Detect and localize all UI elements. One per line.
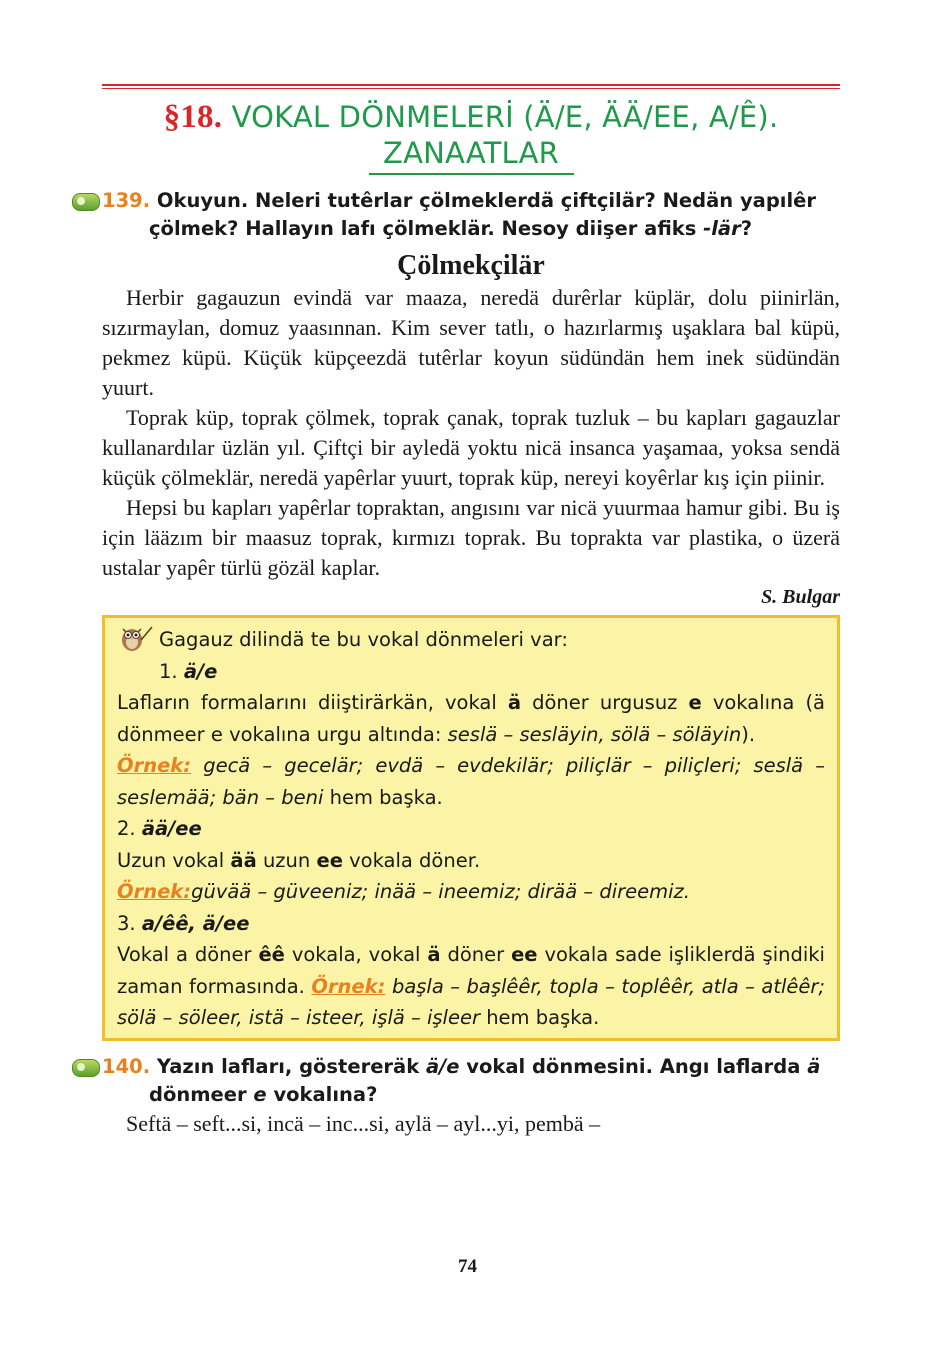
rule-2-text: Uzun vokal ää uzun ee vokala döner. xyxy=(117,848,481,872)
story-paragraph: Herbir gagauzun evindä var maaza, neredä durêrlar küplär, dolu piinirlän, sızırmaylan, domuz yaasınnan. Kim sever tatlı, o hazırlarmış uşaklara bal küpü, pekmez küpü. Küçük küpçeezdä tutêrlar koyun südündän hem inek südündän yuurt. xyxy=(102,285,840,400)
header-rule-thin xyxy=(102,88,840,89)
story-paragraph: Hepsi bu kapları yapêrlar topraktan, angısını var nicä yuurmaa hamur gibi. Bu iş için lääzım bir maasuz toprak, kırmızı toprak. Bu toprakta var plastika, o üzerä ustalar yapêr türlü gözäl kaplar. xyxy=(102,495,840,580)
title-line2: ZANAATLAR xyxy=(383,136,559,170)
exercise-139 xyxy=(102,187,840,243)
story-title: Çölmekçilär xyxy=(397,250,545,281)
exercise-line1: Okuyun. Neleri tutêrlar çölmeklerdä çiftçilär? Nedän yapılêr xyxy=(156,189,816,212)
page-number: 74 xyxy=(458,1256,477,1277)
rule-2-examples: Örnek:güvää – güveeniz; inää – ineemiz; dirää – direemiz. xyxy=(117,880,690,903)
example-label: Örnek: xyxy=(117,754,192,777)
rule-3-text: Vokal a döner êê vokala, vokal ä döner ee vokala sade işliklerdä şindiki zaman formasında. Örnek: başla – başlêêr, topla – toplêêr, atla – atlêêr; sölä – söleer, istä – isteer, işlä – işleer hem başka. xyxy=(117,943,825,1029)
header-rule xyxy=(102,84,840,86)
rule-1-examples: Örnek: gecä – gecelär; evdä – evdekilär; piliçlär – piliçleri; seslä – seslemää; bän – beni hem başka. xyxy=(117,754,825,809)
story-paragraph: Toprak küp, toprak çölmek, toprak çanak, toprak tuzluk – bu kapları gagauzlar kullanardılar üzlän yıl. Çiftçi bir ayledä yoktu nicä insanca yaşamaa, yoksa sendä küçük çölmeklär, neredä yapêrlar yuurt, toprak küp, nereyi koyêrlar kış için piinir. xyxy=(102,405,840,490)
exercise-line2: dönmeer e vokalına? xyxy=(149,1082,378,1106)
exercise-number: 140. xyxy=(102,1054,151,1078)
page xyxy=(102,84,840,1139)
section-title xyxy=(102,99,840,171)
example-label: Örnek: xyxy=(117,880,192,903)
section-mark: §18. xyxy=(163,99,223,135)
story-author: S. Bulgar xyxy=(761,586,840,608)
title-line1: VOKAL DÖNMELERİ (Ä/E, ÄÄ/EE, A/Ê). xyxy=(231,100,779,134)
exercise-line1: Yazın lafları, göstereräk ä/e vokal dönmesini. Angı laflarda ä xyxy=(156,1054,821,1078)
exercise-140-text: Seftä – seft...si, incä – inc...si, aylä – ayl...yi, pembä – xyxy=(126,1110,601,1136)
title-underline xyxy=(369,173,574,175)
exercise-number: 139. xyxy=(102,189,151,212)
rule-1-text: Lafların formalarını diiştirärkän, vokal ä döner urgusuz e vokalına (ä dönmeer e vokalına urgu altında: seslä – sesläyin, sölä – söläyin). xyxy=(117,691,825,746)
exercise-140 xyxy=(102,1053,840,1109)
grammar-rule-box xyxy=(102,615,840,1041)
rule-intro: Gagauz dilindä te bu vokal dönmeleri var: xyxy=(117,624,825,656)
rule-3-title: 3. a/êê, ä/ee xyxy=(117,911,250,935)
rule-2-title: 2. ää/ee xyxy=(117,817,202,840)
rule-1-title: 1. ä/e xyxy=(159,659,218,683)
exercise-marker-icon xyxy=(72,193,100,211)
owl-icon xyxy=(117,624,155,652)
exercise-line2: çölmek? Hallayın lafı çölmeklär. Nesoy diişer afiks -lär? xyxy=(149,217,753,240)
exercise-marker-icon xyxy=(72,1059,100,1077)
example-label: Örnek: xyxy=(311,974,386,998)
story-text xyxy=(102,283,840,583)
